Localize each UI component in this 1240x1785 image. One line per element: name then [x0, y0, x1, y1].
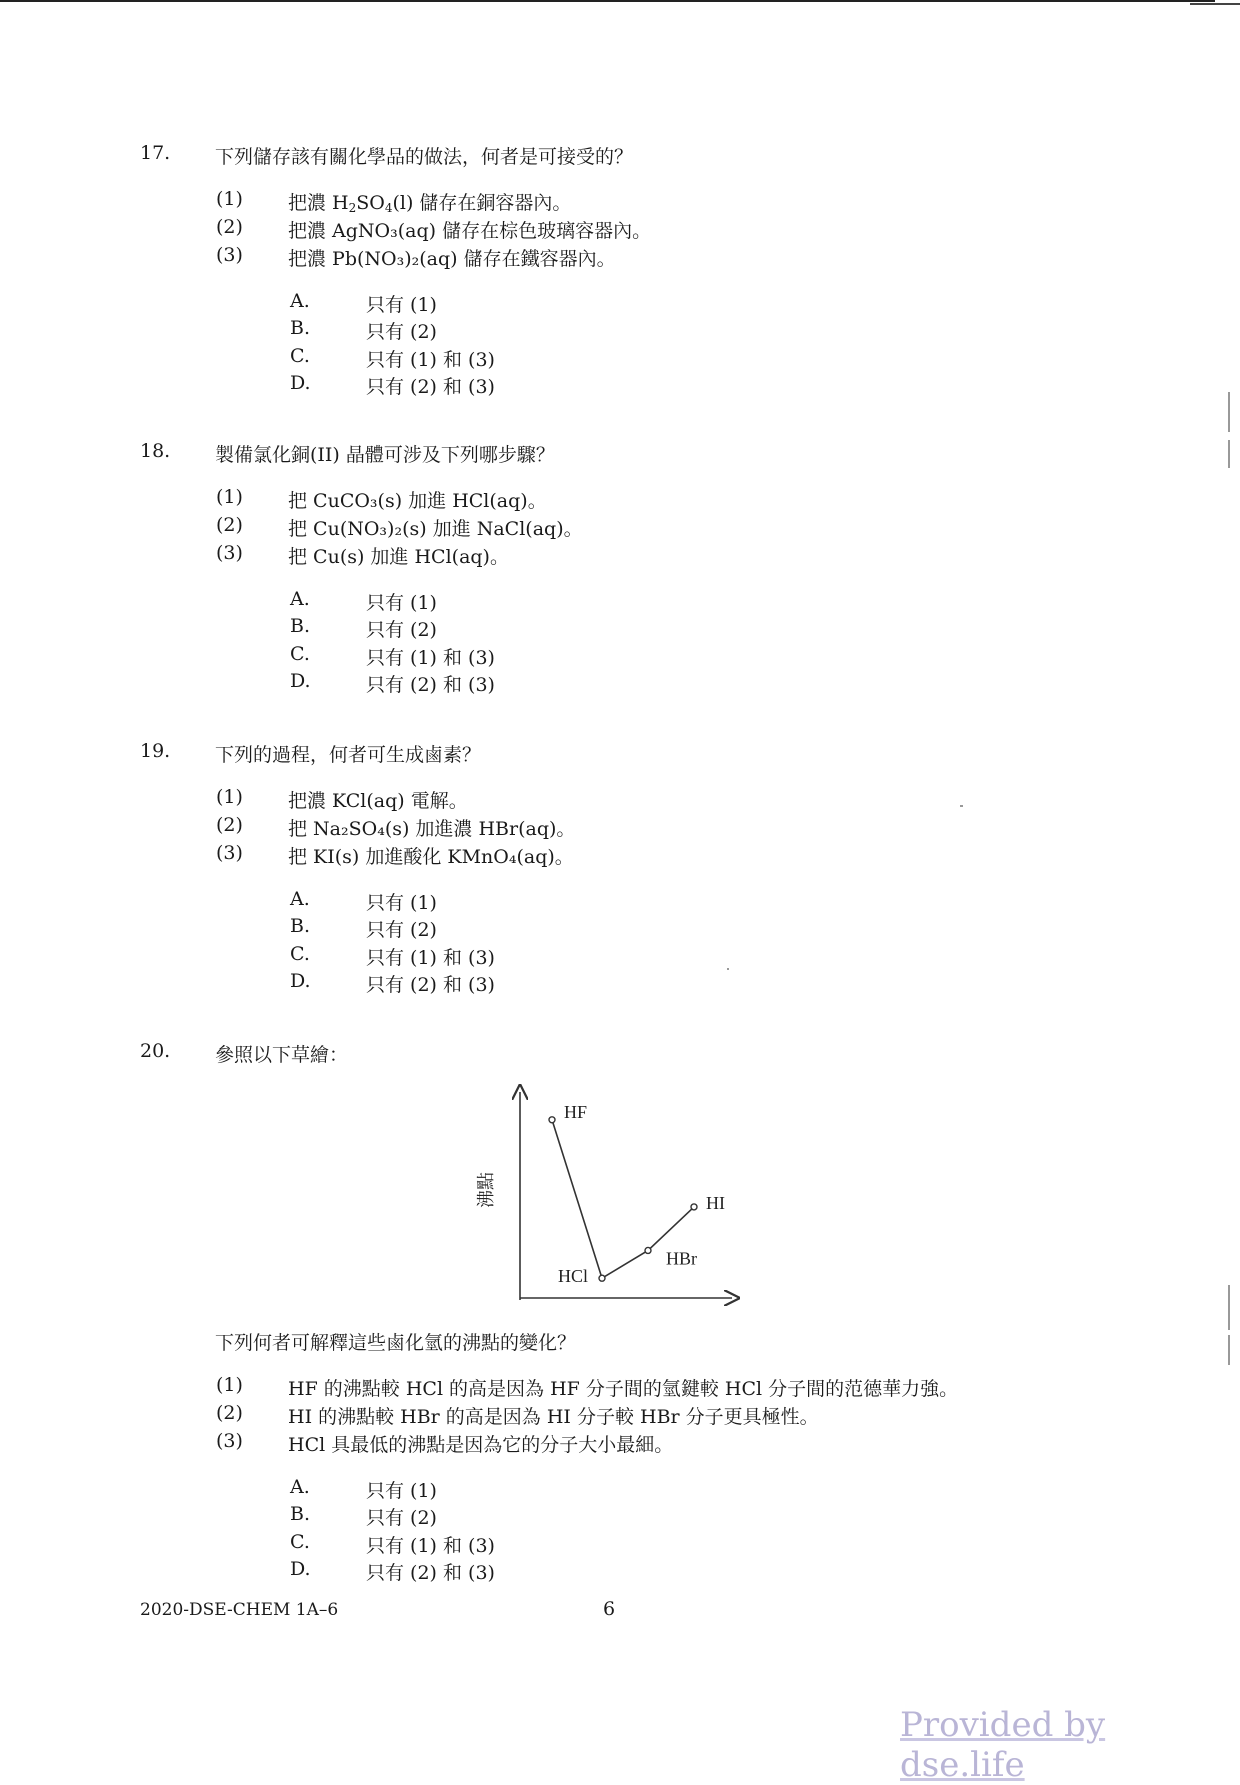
page-number: 6 [603, 1598, 616, 1620]
statement-text: 把濃 AgNO₃(aq) 儲存在棕色玻璃容器內。 [288, 220, 652, 242]
statement-number: (1) [216, 188, 243, 210]
question-19 [140, 740, 1140, 997]
option-b: B. 只有 (2) [290, 317, 437, 344]
paper-code: 2020-DSE-CHEM 1A–6 [140, 1600, 339, 1620]
top-rule [0, 0, 1215, 2]
option-b: B. 只有 (2) [290, 615, 437, 642]
point-label-hf: HF [564, 1101, 588, 1122]
statement [140, 244, 1140, 272]
option-d: D. 只有 (2) 和 (3) [290, 1557, 495, 1584]
question-17 [140, 142, 1140, 399]
data-point-hbr [645, 1247, 651, 1253]
data-point-hf [549, 1117, 555, 1123]
option-c: C. 只有 (1) 和 (3) [290, 942, 495, 969]
statement [140, 216, 1140, 244]
question-number: 19. [140, 740, 171, 762]
statement-number: (3) [216, 244, 243, 266]
statement: (1) 把濃 KCl(aq) 電解。 [216, 786, 468, 812]
option-d: D. 只有 (2) 和 (3) [290, 969, 495, 996]
option-a: A. 只有 (1) [290, 290, 437, 316]
option-c: C. 只有 (1) 和 (3) [290, 344, 495, 371]
statement [140, 188, 1140, 216]
statement: (3) 把 KI(s) 加進酸化 KMnO₄(aq)。 [216, 842, 574, 868]
statement: (3) HCl 具最低的沸點是因為它的分子大小最細。 [216, 1430, 674, 1456]
question-18 [140, 440, 1140, 697]
boiling-point-sketch [476, 1080, 750, 1310]
y-axis-label: 沸點 [476, 1172, 497, 1208]
question-text: 製備氯化銅(II) 晶體可涉及下列哪步驟？ [215, 444, 555, 466]
top-rule-right [1190, 3, 1240, 5]
question-text: 下列的過程，何者可生成鹵素？ [215, 744, 482, 766]
question-number: 20. [140, 1040, 171, 1062]
statement: (3) 把 Cu(s) 加進 HCl(aq)。 [216, 542, 509, 568]
option-d: D. 只有 (2) 和 (3) [290, 371, 495, 398]
option-b: B. 只有 (2) [290, 915, 437, 942]
option-a: A. 只有 (1) [290, 888, 437, 914]
point-label-hcl: HCl [558, 1266, 589, 1287]
question-text: 參照以下草繪： [215, 1044, 349, 1066]
option-b: B. 只有 (2) [290, 1503, 437, 1530]
point-label-hbr: HBr [666, 1248, 697, 1269]
statement: (2) 把 Cu(NO₃)₂(s) 加進 NaCl(aq)。 [216, 514, 583, 540]
question-number: 17. [140, 142, 171, 164]
data-point-hcl [599, 1275, 605, 1281]
option-c: C. 只有 (1) 和 (3) [290, 642, 495, 669]
point-label-hi: HI [706, 1192, 725, 1213]
statement: (2) HI 的沸點較 HBr 的高是因為 HI 分子較 HBr 分子更具極性。 [216, 1402, 819, 1428]
statement-text: 把濃 $H_2SO_4(l)$ 儲存在銅容器內。 [288, 192, 572, 215]
statement-text: 把濃 Pb(NO₃)₂(aq) 儲存在鐵容器內。 [288, 248, 616, 270]
option-a: A. 只有 (1) [290, 588, 437, 614]
data-point-hi [691, 1204, 697, 1210]
question-text: 下列儲存該有關化學品的做法，何者是可接受的？ [215, 146, 634, 168]
option-c: C. 只有 (1) 和 (3) [290, 1530, 495, 1557]
statement: (1) HF 的沸點較 HCl 的高是因為 HF 分子間的氫鍵較 HCl 分子間的范德華力強。 [216, 1374, 959, 1400]
question-20 [140, 1040, 1140, 1070]
question-subtext: 下列何者可解釋這些鹵化氫的沸點的變化？ [215, 1332, 577, 1354]
question-number: 18. [140, 440, 171, 462]
question-20-body [140, 1328, 1140, 1585]
watermark: Provided by dse.life [900, 1705, 1106, 1785]
statement: (2) 把 Na₂SO₄(s) 加進濃 HBr(aq)。 [216, 814, 576, 840]
option-d: D. 只有 (2) 和 (3) [290, 669, 495, 696]
option-a: A. 只有 (1) [290, 1476, 437, 1502]
statement-number: (2) [216, 216, 243, 238]
statement: (1) 把 CuCO₃(s) 加進 HCl(aq)。 [216, 486, 547, 512]
